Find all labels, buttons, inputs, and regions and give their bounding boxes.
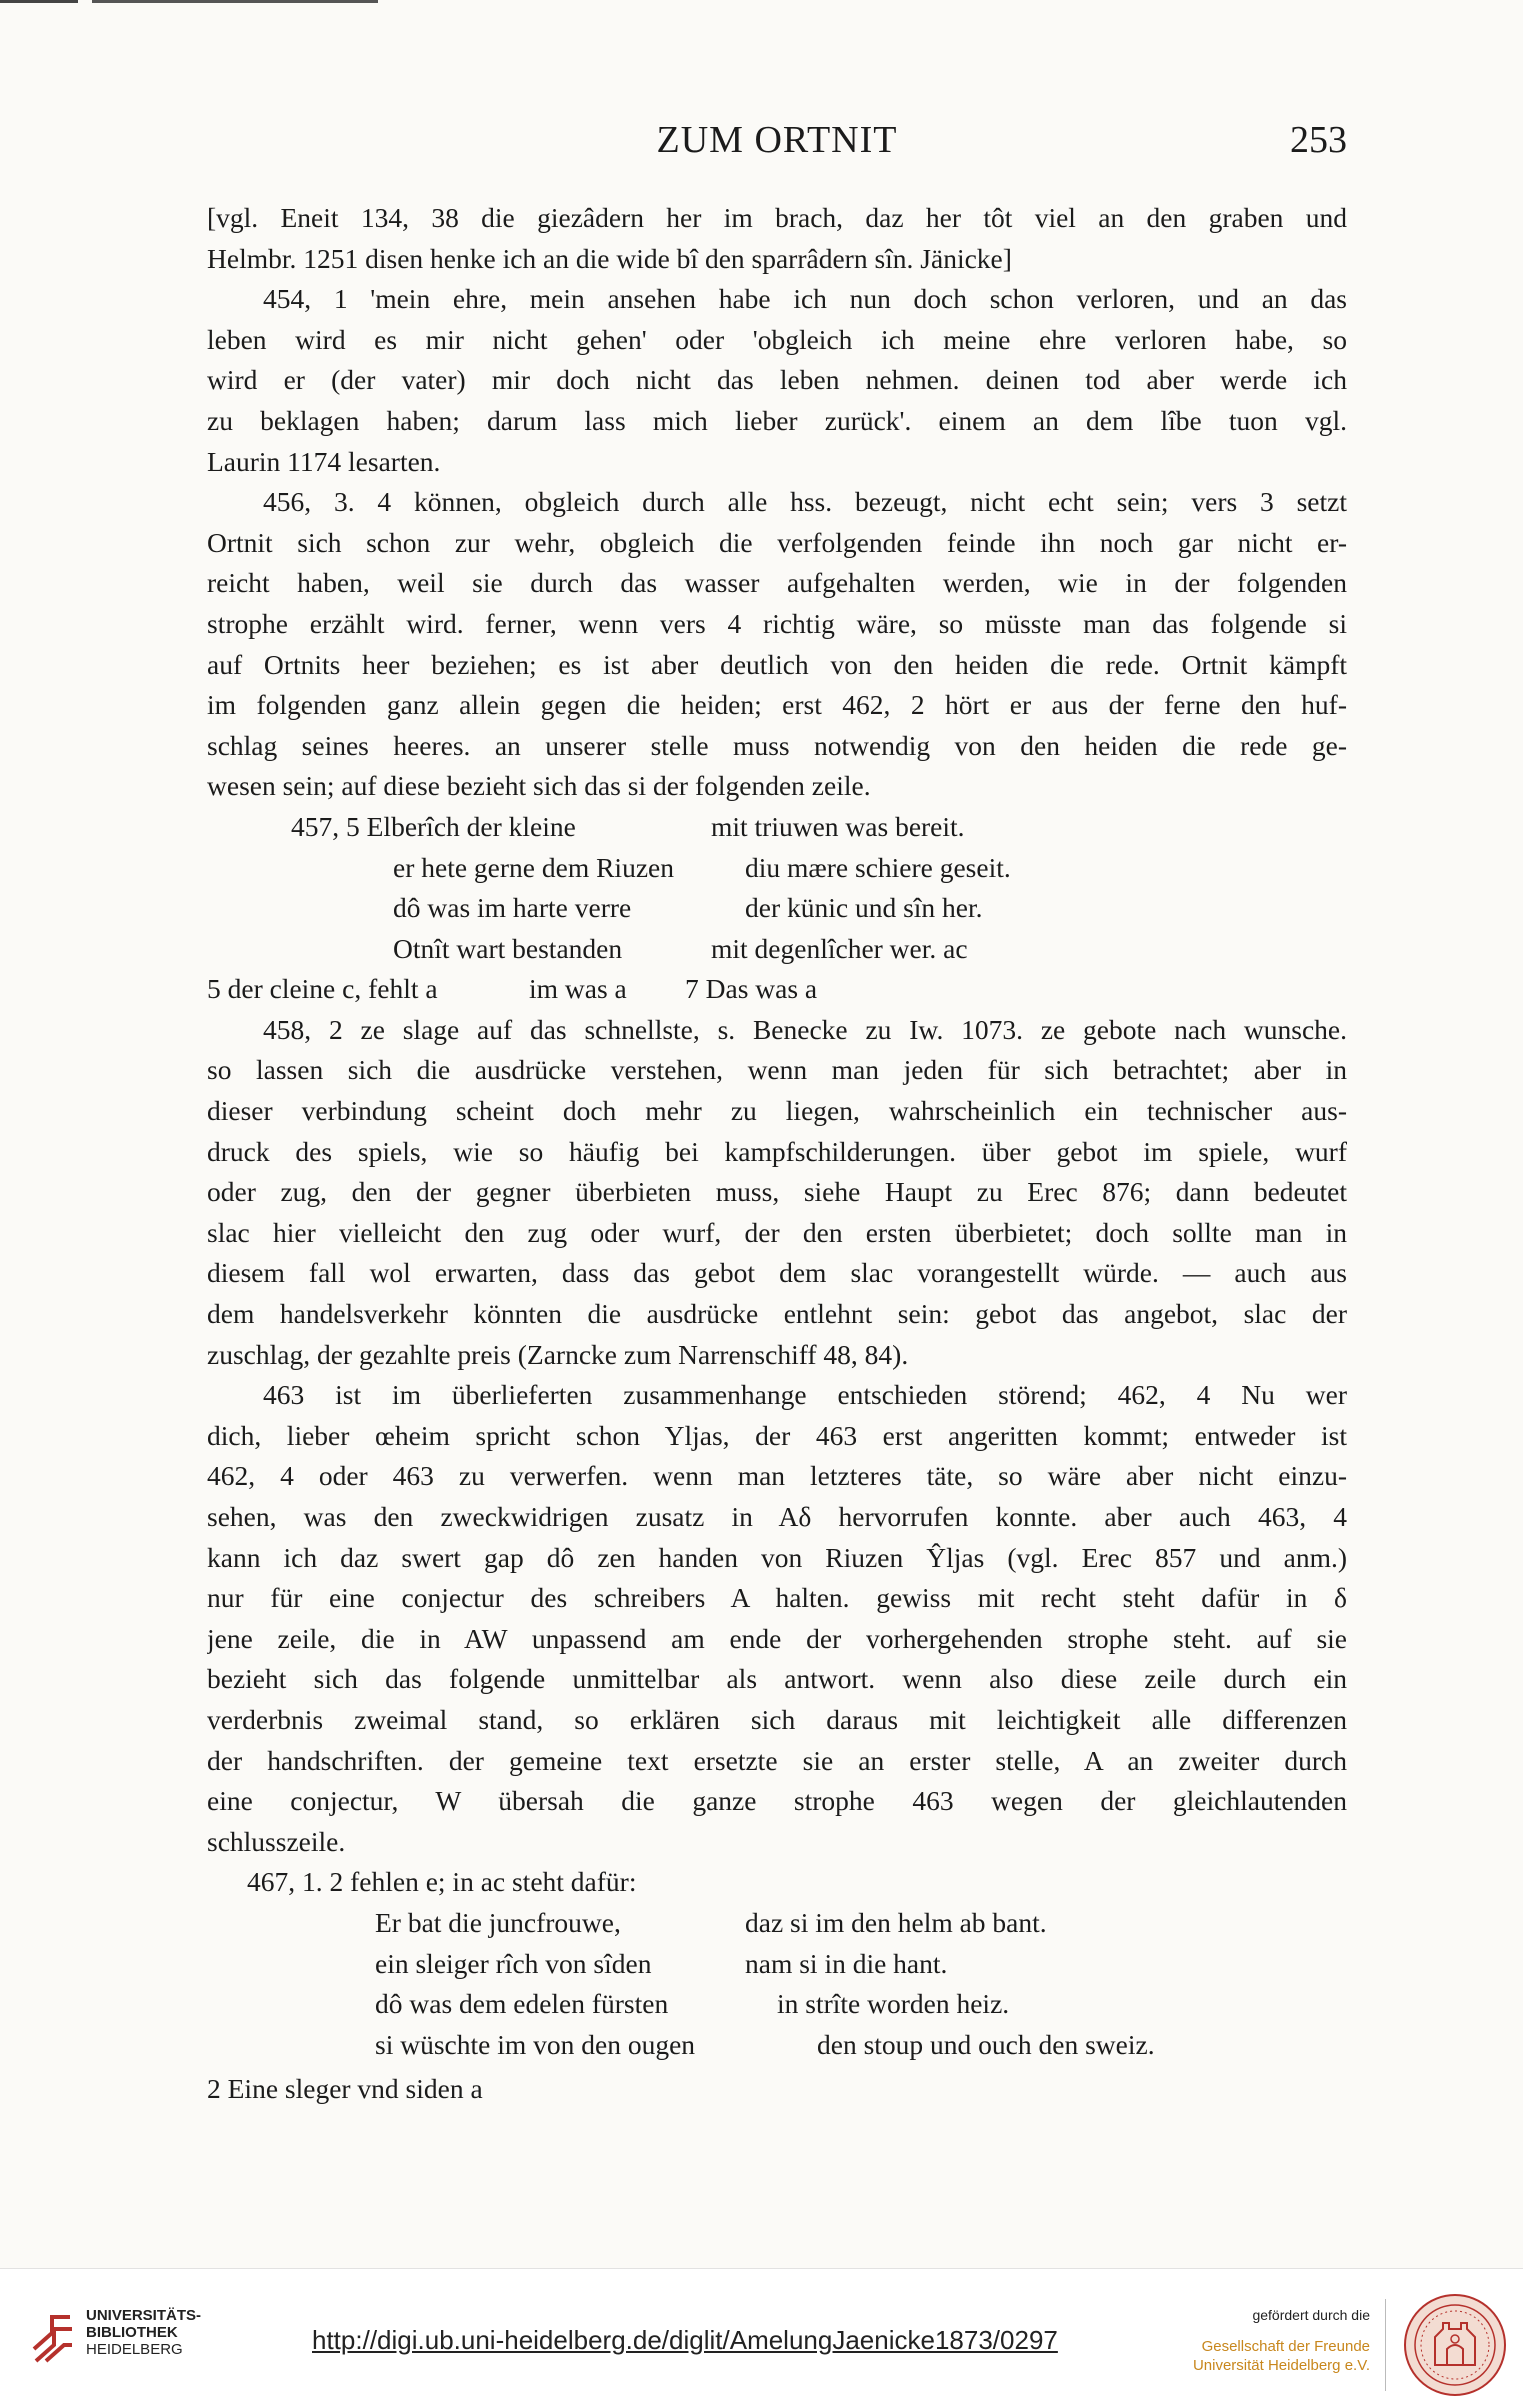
text-line: diesem fall wol erwarten, dass das gebot dem slac vorangestellt würde. — auch aus [207,1257,1347,1289]
verse-half-b: den stoup und ouch den sweiz. [817,2028,1155,2060]
sponsor-credit [1180,2307,1370,2375]
text-line: slac hier vielleicht den zug oder wurf, der den ersten überbietet; doch sollte man in [207,1216,1347,1248]
text-line: Ortnit sich schon zur wehr, obgleich die verfolgenden feinde ihn noch gar nicht er- [207,526,1347,558]
text-line: 462, 4 oder 463 zu verwerfen. wenn man letzteres täte, so wäre aber nicht einzu- [207,1460,1347,1492]
apparatus-entry: im was a [529,973,627,1005]
text-line: bezieht sich das folgende unmittelbar als antwort. wenn also diese zeile durch ein [207,1663,1347,1695]
library-logo-icon [30,2309,76,2365]
text-line: strophe erzählt wird. ferner, wenn vers 4 richtig wäre, so müsste man das folgende si [207,607,1347,639]
text-line: druck des spiels, wie so häufig bei kampfschilderungen. über gebot im spiele, wurf [207,1135,1347,1167]
verse-line [207,807,1347,848]
verse-half-b: nam si in die hant. [745,1947,948,1979]
text-line: wesen sein; auf diese bezieht sich das si der folgenden zeile. [207,770,871,802]
running-title: ZUM ORTNIT [656,119,898,161]
text-line: jene zeile, die in AW unpassend am ende der vorhergehenden strophe steht. auf sie [207,1622,1347,1654]
text-line: 463 ist im überlieferten zusammenhange entschieden störend; 462, 4 Nu wer [263,1379,1347,1411]
library-name-line: UNIVERSITÄTS- [86,2307,202,2324]
text-line: dem handelsverkehr könnten die ausdrücke entlehnt sein: gebot das angebot, slac der [207,1298,1347,1330]
apparatus-entry: 5 der cleine c, fehlt a [207,973,438,1005]
permalink-url[interactable]: http://digi.ub.uni-heidelberg.de/diglit/AmelungJaenicke1873/0297 [312,2325,1058,2355]
text-line: der handschriften. der gemeine text ersetzte sie an erster stelle, A an zweiter durch [207,1744,1347,1776]
verse-half-b: mit degenlîcher wer. ac [711,932,968,964]
sponsor-name-line: Gesellschaft der Freunde [1201,2338,1370,2355]
apparatus-line [207,969,1347,1010]
verse-half-a: er hete gerne dem Riuzen [393,851,674,883]
divider [1385,2299,1386,2391]
text-line: 458, 2 ze slage auf das schnellste, s. Benecke zu Iw. 1073. ze gebote nach wunsche. [263,1013,1347,1045]
text-line: verderbnis zweimal stand, so erklären sich daraus mit leichtigkeit alle differenzen [207,1703,1347,1735]
page-header [207,118,1347,168]
verse-line [207,1984,1347,2025]
text-line: 454, 1 'mein ehre, mein ansehen habe ich nun doch schon verloren, und an das [263,283,1347,315]
text-line: Helmbr. 1251 disen henke ich an die wide bî den sparrâdern sîn. Jänicke] [207,242,1012,274]
verse-half-a: Er bat die juncfrouwe, [375,1906,621,1938]
text-line: leben wird es mir nicht gehen' oder 'obgleich ich meine ehre verloren habe, so [207,323,1347,355]
sponsor-name-line: Universität Heidelberg e.V. [1192,2357,1370,2374]
text-line: 467, 1. 2 fehlen e; in ac steht dafür: [247,1866,637,1898]
verse-line [207,848,1347,889]
library-name-line: HEIDELBERG [86,2341,183,2358]
text-line: sehen, was den zweckwidrigen zusatz in Aδ hervorrufen konnte. aber auch 463, 4 [207,1501,1347,1532]
text-line: schlusszeile. [207,1825,346,1857]
text-line: dieser verbindung scheint doch mehr zu liegen, wahrscheinlich ein technischer aus- [207,1095,1347,1127]
text-line: [vgl. Eneit 134, 38 die giezâdern her im brach, daz her tôt viel an den graben und [207,202,1347,233]
scan-edge-mark [92,0,378,3]
library-name-line: BIBLIOTHEK [86,2324,178,2341]
text-line: dich, lieber œheim spricht schon Yljas, der 463 erst angeritten kommt; entweder ist [207,1419,1347,1451]
verse-half-a: dô was im harte verre [393,892,632,924]
text-line: nur für eine conjectur des schreibers A halten. gewiss mit recht steht dafür in δ [207,1582,1347,1614]
verse-half-b: mit triuwen was bereit. [711,810,965,842]
verse-half-a: si wüschte im von den ougen [375,2028,696,2060]
sponsor-caption: gefördert durch die [1252,2307,1370,2323]
text-line: schlag seines heeres. an unserer stelle muss notwendig von den heiden die rede ge- [207,729,1347,761]
apparatus-entry: 7 Das was a [685,973,818,1005]
verse-line [207,929,1347,970]
text-line: im folgenden ganz allein gegen die heiden; erst 462, 2 hört er aus der ferne den huf- [207,689,1347,721]
text-line: Laurin 1174 lesarten. [207,445,441,477]
verse-half-b: der künic und sîn her. [745,892,983,924]
text-line: zu beklagen haben; darum lass mich lieber zurück'. einem an dem lîbe tuon vgl. [207,404,1347,436]
library-name [86,2307,201,2358]
text-line: auf Ortnits heer beziehen; es ist aber deutlich von den heiden die rede. Ortnit kämpft [207,648,1347,680]
text-line: oder zug, den der gegner überbieten muss, siehe Haupt zu Erec 876; dann bedeutet [207,1176,1347,1208]
scan-edge-mark [0,0,78,3]
text-line: eine conjectur, W übersah die ganze strophe 463 wegen der gleichlautenden [207,1785,1347,1817]
text-line: 456, 3. 4 können, obgleich durch alle hss. bezeugt, nicht echt sein; vers 3 setzt [263,486,1347,518]
text-line: so lassen sich die ausdrücke verstehen, wenn man jeden für sich betrachtet; aber in [207,1054,1347,1086]
viewer-footer [0,2268,1523,2405]
verse-line [207,1903,1347,1944]
verse-half-a: dô was dem edelen fürsten [375,1988,669,2020]
verse-line [207,888,1347,929]
verse-half-b: diu mære schiere geseit. [745,851,1011,883]
page-number: 253 [1290,119,1347,161]
text-line: zuschlag, der gezahlte preis (Zarncke zum Narrenschiff 48, 84). [207,1338,909,1370]
text-line: kann ich daz swert gap dô zen handen von Riuzen Ŷljas (vgl. Erec 857 und anm.) [207,1541,1347,1573]
text-line: wird er (der vater) mir doch nicht das leben nehmen. deinen tod aber werde ich [207,364,1347,396]
verse-half-a: ein sleiger rîch von sîden [375,1947,652,1979]
verse-half-a: 457, 5 Elberîch der kleine [291,810,576,842]
verse-half-b: in strîte worden heiz. [777,1988,1010,2020]
verse-half-b: daz si im den helm ab bant. [745,1906,1047,1938]
university-seal-icon [1403,2293,1507,2397]
apparatus-line: 2 Eine sleger vnd siden a [207,2073,483,2105]
commentary-text [207,198,1347,2110]
verse-line [207,2025,1347,2066]
verse-half-a: Otnît wart bestanden [393,932,623,964]
text-line: reicht haben, weil sie durch das wasser aufgehalten werden, wie in der folgenden [207,567,1347,599]
verse-line [207,1944,1347,1985]
